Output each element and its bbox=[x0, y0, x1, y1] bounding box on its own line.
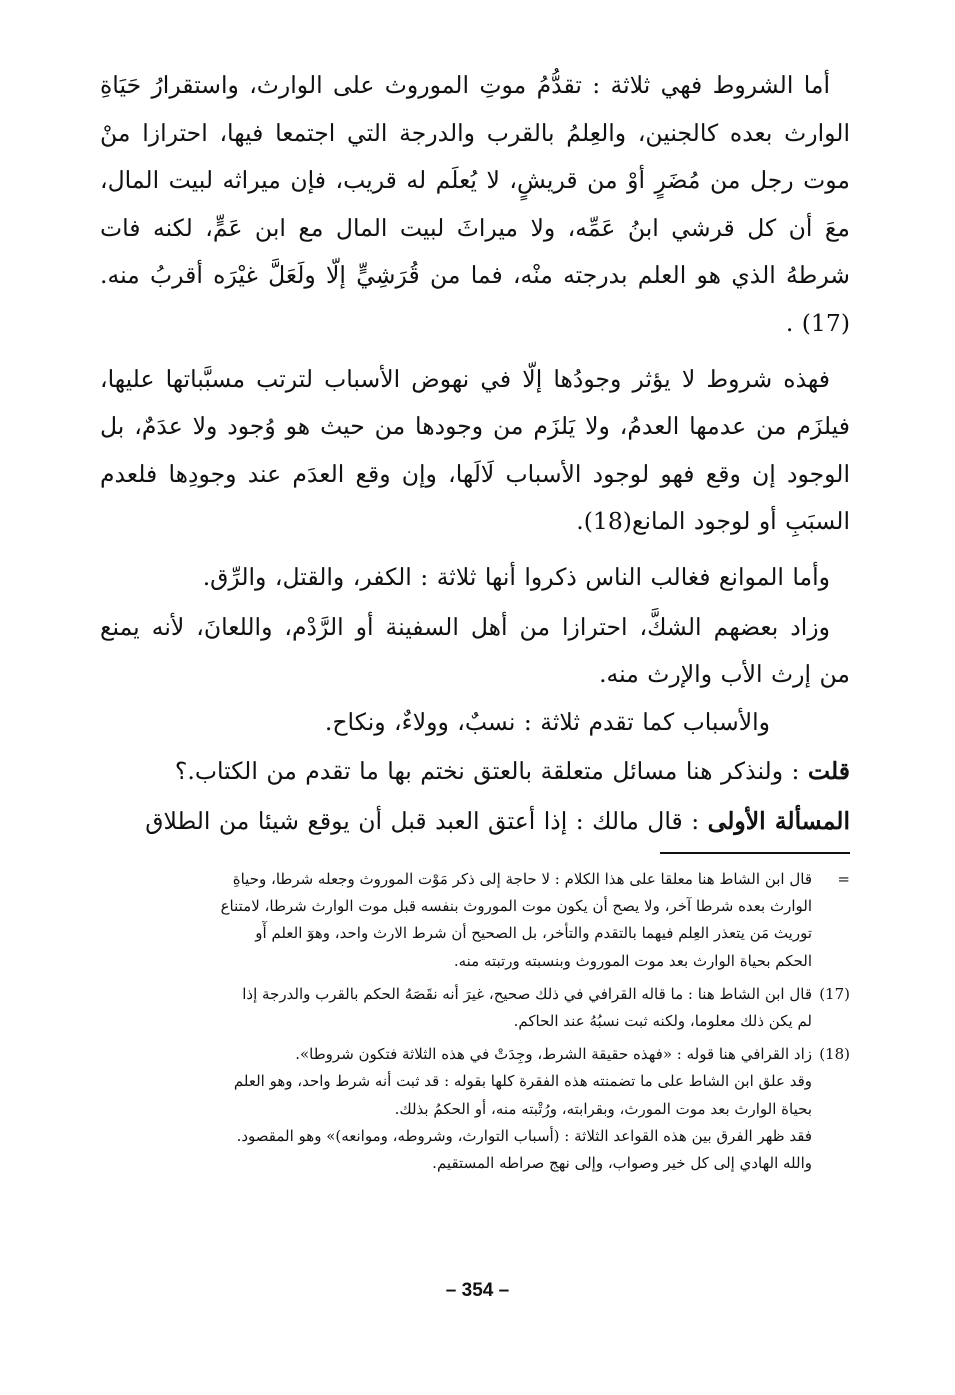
text-line: فهذه شروط لا يؤثر وجودُها إلّا في نهوض الأسباب لترتب مسبَّباتها عليها، bbox=[100, 364, 830, 393]
footnote-line: والله الهادي إلى كل خير وصواب، وإلى نهج صراطه المستقيم. bbox=[432, 1154, 812, 1173]
footnote-marker: = bbox=[837, 870, 850, 888]
paragraph-conditions bbox=[100, 62, 850, 348]
paragraph-qult bbox=[100, 748, 850, 796]
text-line: : قال مالك : إذا أعتق العبد قبل أن يوقع شيئا من الطلاق bbox=[145, 806, 708, 835]
footnote-line: زاد القرافي هنا قوله : «فهذه حقيقة الشرط، وجِدَتْ في هذه الثلاثة فتكون شروطا». bbox=[295, 1045, 812, 1064]
main-text bbox=[100, 62, 850, 846]
text-line: الوارث بعده كالجنين، والعِلمُ بالقرب والدرجة التي اجتمعا فيها، احترازا منْ موت bbox=[100, 118, 850, 195]
footnote-divider bbox=[660, 852, 850, 854]
footnote-line: فقد ظهر الفرق بين هذه القواعد الثلاثة : (أسباب التوارث، وشروطه، وموانعه)» وهو المقصود. bbox=[236, 1126, 812, 1145]
text-line: أما الشروط فهي ثلاثة : تقدُّمُ موتِ الموروث على الوارث، واستقرارُ حَيَاةِ bbox=[100, 71, 830, 99]
footnote-line: قال ابن الشاط هنا : ما قاله القرافي في ذلك صحيح، غيرَ أنه نقَصَهُ الحكم بالقرب والدرجة إذا bbox=[242, 984, 812, 1003]
footnote-18 bbox=[100, 1041, 850, 1177]
footnote-line: وقد علق ابن الشاط على ما تضمنته هذه الفقرة كلها بقوله : قد ثبت أنه شرط واحد، وهو العلم bbox=[233, 1072, 812, 1091]
footnote-line: الحكم بحياة الوارث بعد موت الموروث وبنسبته ورتبته منه. bbox=[453, 951, 812, 970]
text-line: من إرث الأب والإرث منه. bbox=[599, 660, 850, 689]
footnote-body bbox=[100, 866, 812, 975]
footnote-body bbox=[100, 981, 812, 1035]
footnote-continued bbox=[100, 866, 850, 975]
footnote-body bbox=[100, 1041, 812, 1177]
paragraph-first-issue bbox=[100, 798, 850, 846]
footnote-number: (18) bbox=[819, 1045, 850, 1064]
text-line: وأما الموانع فغالب الناس ذكروا أنها ثلاثة : الكفر، والقتل، والرِّق. bbox=[202, 562, 830, 591]
text-line: قرشي ابنُ عَمِّه، ولا ميراثَ لبيت المال مع ابن عَمٍّ، لكنه فات شرطهُ الذي هو bbox=[100, 213, 850, 290]
footnote-line: بحياة الوارث بعد موت المورث، وبقرابته، ورُتْبته منه، أو الحكمُ بذلك. bbox=[394, 1099, 812, 1118]
footnote-17 bbox=[100, 981, 850, 1035]
text-line: : ولنذكر هنا مسائل متعلقة بالعتق نختم بها ما تقدم من الكتاب.؟ bbox=[174, 757, 808, 786]
footnote-line: قال ابن الشاط هنا معلقا على هذا الكلام : لا حاجة إلى ذكر مَوْت الموروث وجعله شرطا، وحياةِ bbox=[232, 870, 812, 888]
footnote-number: (17) bbox=[819, 984, 850, 1003]
section-heading: المسألة الأولى bbox=[707, 806, 850, 835]
footnotes bbox=[100, 866, 850, 1177]
paragraph-impediments bbox=[100, 554, 850, 602]
text-line: العلم بدرجته منْه، فما من قُرَشِيٍّ إلّا ولَعَلَّ غيْرَه أقربُ منه.(17) . bbox=[100, 261, 850, 337]
paragraph-additional-impediments bbox=[100, 604, 850, 699]
lead-word: قلت bbox=[807, 757, 850, 786]
text-line: فيلزَم من عدمها العدمُ، ولا يَلزَم من وجودها من حيث هو وُجود ولا عدَمٌ، بل bbox=[100, 412, 850, 441]
footnote-line: الوارث بعده شرطا آخر، ولا يصح أن يكون موت الموروث بنفسه قبل موت الوارث شرطا، لامتناع bbox=[220, 897, 812, 916]
footnote-line: توريث مَن يتعذر العِلم فيهما بالتقدم والتأخر، بل الصحيح أن شرط الارث واحد، وهوٓ العلم أٓو bbox=[255, 924, 812, 943]
page-number: – 354 – bbox=[445, 1280, 510, 1301]
text-line: السبَبِ أو لوجود المانع(18). bbox=[576, 507, 850, 536]
text-line: والأسباب كما تقدم ثلاثة : نسبٌ، وولاءٌ، ونكاح. bbox=[324, 707, 770, 736]
paragraph-conditions-effect bbox=[100, 356, 850, 546]
footnote-line: لم يكن ذلك معلوما، ولكنه ثبت نسبُهُ عند الحاكم. bbox=[513, 1012, 812, 1031]
paragraph-causes bbox=[100, 699, 850, 747]
text-line: رجل من مُضَرٍ أوْ من قريشٍ، لا يُعلَم له قريب، فإن ميراثه لبيت المال، معَ أن كل bbox=[100, 166, 850, 242]
text-line: وزاد بعضهم الشكَّ، احترازا من أهل السفينة أو الرَّدْم، واللعانَ، لأنه يمنع bbox=[100, 612, 830, 641]
text-line: الوجود إن وقع فهو لوجود الأسباب لَالَها، وإن وقع العدَم عند وجودِها فلعدم bbox=[100, 459, 850, 488]
